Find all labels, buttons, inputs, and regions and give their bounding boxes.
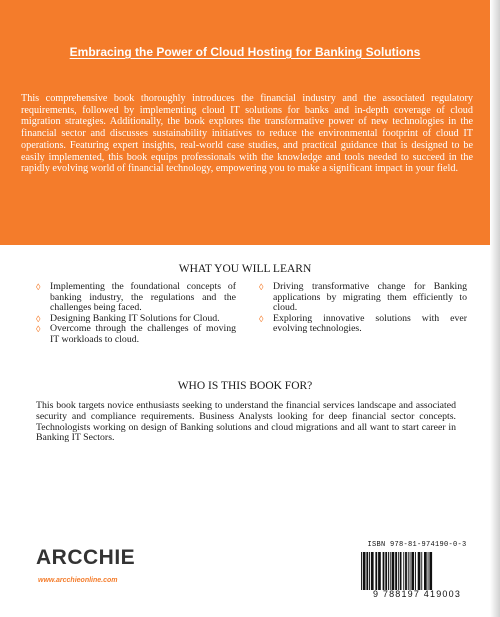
diamond-bullet-icon: ◊: [259, 313, 264, 324]
learn-heading: WHAT YOU WILL LEARN: [178, 263, 312, 275]
publisher-logo: ARCCHIE: [36, 546, 136, 569]
list-item-text: Exploring innovative solutions with ever evolving technologies.: [273, 312, 467, 335]
audience-heading: WHO IS THIS BOOK FOR?: [177, 380, 313, 392]
barcode-bar: [408, 552, 409, 590]
list-item-text: Implementing the foundational concepts of banking industry, the regulations and the challenges being faced.: [50, 281, 236, 314]
barcode-bar: [424, 552, 427, 590]
diamond-bullet-icon: ◊: [36, 282, 41, 292]
list-item: [259, 314, 467, 335]
barcode-bar: [361, 552, 362, 590]
barcode-bar: [418, 552, 421, 590]
barcode-bar: [371, 552, 374, 590]
barcode-bar: [405, 552, 407, 590]
book-description: This comprehensive book thoroughly introduces the financial industry and the associated regulatory requirements, followed by implementing cloud IT solutions for banks and in-depth coverage of cloud migration strategies. Additionally, the book explores the transformative power of new technologies in the financial sector and discusses sustainability initiatives to reduce the environmental footprint of cloud IT operations. Featuring expert insights, real-world case studies, and practical guidance that is designed to be easily implemented, this book equips professionals with the knowledge and tools needed to succeed in the rapidly evolving world of financial technology, empowering you to make a significant impact in your field.: [21, 93, 473, 175]
learn-list-right: [259, 282, 467, 335]
barcode-bar: [375, 552, 377, 590]
audience-text: This book targets novice enthusiasts seeking to understand the financial services landscape and associated security and compliance requirements. Business Analysts looking for deep financial sector concepts. Technologists working on design of Banking solutions and cloud migrations and all want to start career in Banking IT Sectors.: [36, 400, 456, 444]
barcode-digits: 9 788197 419003: [372, 589, 462, 599]
list-item: [36, 282, 236, 314]
barcode-bar: [392, 552, 395, 590]
barcode-bar: [411, 552, 414, 590]
barcode-bar: [429, 552, 432, 590]
barcode: [356, 541, 478, 601]
barcode-bar: [390, 552, 391, 590]
learn-list-left: [36, 282, 236, 346]
diamond-bullet-icon: ◊: [36, 324, 41, 335]
list-item-text: Driving transformative change for Banking applications by migrating them efficiently to cloud.: [273, 281, 467, 314]
barcode-bar: [400, 552, 402, 590]
barcode-bar: [385, 552, 387, 590]
barcode-bar: [403, 552, 404, 590]
barcode-bar: [383, 552, 385, 590]
barcode-bar: [363, 552, 366, 590]
barcode-bar: [378, 552, 381, 590]
list-item: [36, 324, 236, 345]
barcode-bar: [366, 552, 368, 590]
publisher-website: www.arcchieonline.com: [38, 577, 118, 584]
barcode-bar: [415, 552, 416, 590]
spine-shadow: [490, 0, 500, 617]
barcode-bar: [388, 552, 389, 590]
barcode-bar: [428, 552, 429, 590]
cover-title: Embracing the Power of Cloud Hosting for Banking Solutions: [69, 45, 421, 59]
isbn-label: ISBN 978-81-974190-0-3: [367, 541, 467, 549]
list-item-text: Designing Banking IT Solutions for Cloud.: [50, 312, 220, 324]
barcode-bar: [421, 552, 422, 590]
diamond-bullet-icon: ◊: [36, 313, 41, 324]
barcode-bar: [398, 552, 399, 590]
barcode-bars: [360, 552, 474, 590]
list-item-text: Overcome through the challenges of moving IT workloads to cloud.: [50, 323, 236, 345]
barcode-bar: [410, 552, 411, 590]
barcode-bar: [369, 552, 370, 590]
diamond-bullet-icon: ◊: [259, 282, 264, 292]
list-item: [259, 282, 467, 314]
barcode-bar: [395, 552, 397, 590]
